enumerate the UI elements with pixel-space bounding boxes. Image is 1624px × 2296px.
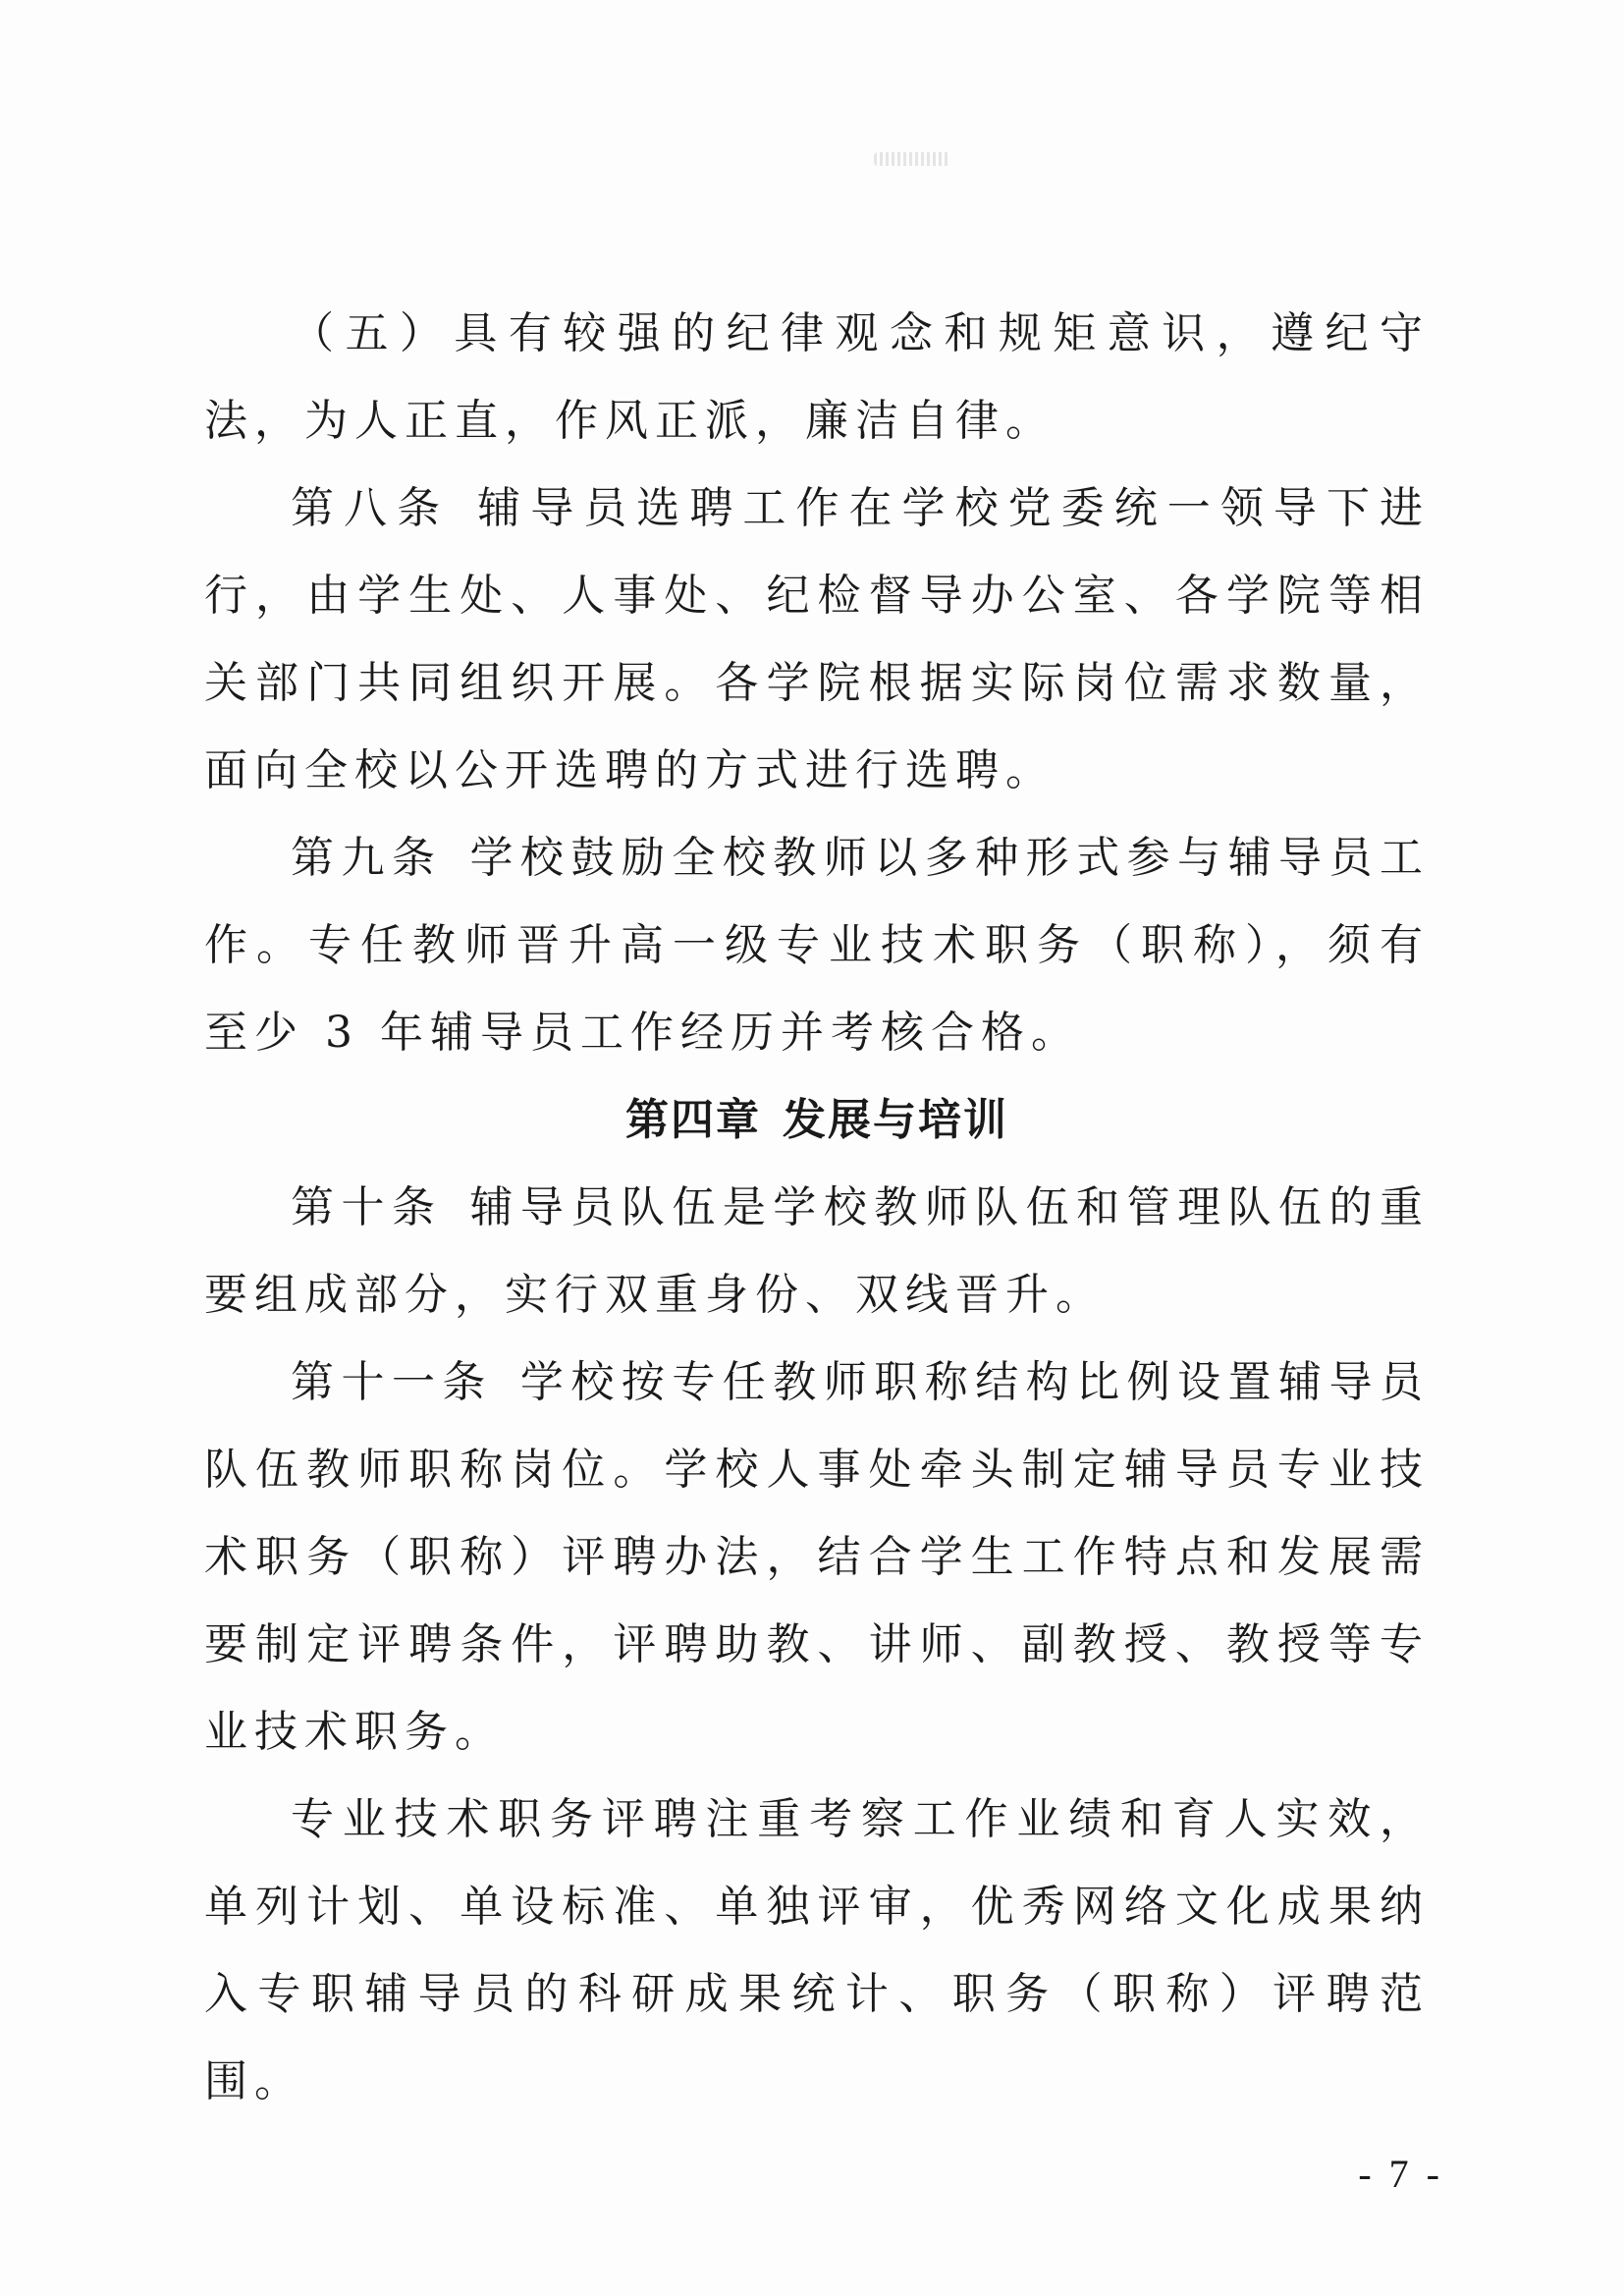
page-number: - 7 - — [1358, 2152, 1443, 2196]
chapter-number: 第四章 — [625, 1095, 761, 1145]
paragraph-text: 辅导员队伍是学校教师队伍和管理队伍的重要组成部分，实行双重身份、双线晋升。 — [204, 1182, 1431, 1320]
document-body — [204, 290, 1430, 2125]
chapter-title: 发展与培训 — [783, 1095, 1008, 1145]
article-number: 第八条 — [291, 483, 451, 533]
paragraph-text: 辅导员选聘工作在学校党委统一领导下进行，由学生处、人事处、纪检督导办公室、各学院等相关部门共同组织开展。各学院根据实际岗位需求数量，面向全校以公开选聘的方式进行选聘。 — [204, 483, 1431, 795]
paragraph-article-10 — [204, 1164, 1430, 1339]
paragraph-text: （五）具有较强的纪律观念和规矩意识，遵纪守法，为人正直，作风正派，廉洁自律。 — [204, 308, 1430, 446]
article-number: 第十条 — [291, 1182, 443, 1232]
scan-artifact — [874, 152, 950, 166]
paragraph-text: 专业技术职务评聘注重考察工作业绩和育人实效，单列计划、单设标准、单独评审，优秀网络文化成果纳入专职辅导员的科研成果统计、职务（职称）评聘范围。 — [204, 1794, 1430, 2106]
chapter-heading — [204, 1076, 1430, 1164]
paragraph-article-9 — [204, 814, 1430, 1076]
paragraph-article-11 — [204, 1339, 1430, 1776]
article-number: 第九条 — [291, 833, 443, 883]
paragraph-article-8 — [204, 465, 1430, 814]
article-number: 第十一条 — [291, 1357, 493, 1407]
paragraph-text: 学校鼓励全校教师以多种形式参与辅导员工作。专任教师晋升高一级专业技术职务（职称），须有至少 3 年辅导员工作经历并考核合格。 — [204, 833, 1431, 1058]
paragraph-text: 学校按专任教师职称结构比例设置辅导员队伍教师职称岗位。学校人事处牵头制定辅导员专业技术职务（职称）评聘办法，结合学生工作特点和发展需要制定评聘条件，评聘助教、讲师、副教授、教授等专业技术职务。 — [204, 1357, 1430, 1757]
paragraph-continuation — [204, 1776, 1430, 2125]
paragraph-item-5 — [204, 290, 1430, 465]
